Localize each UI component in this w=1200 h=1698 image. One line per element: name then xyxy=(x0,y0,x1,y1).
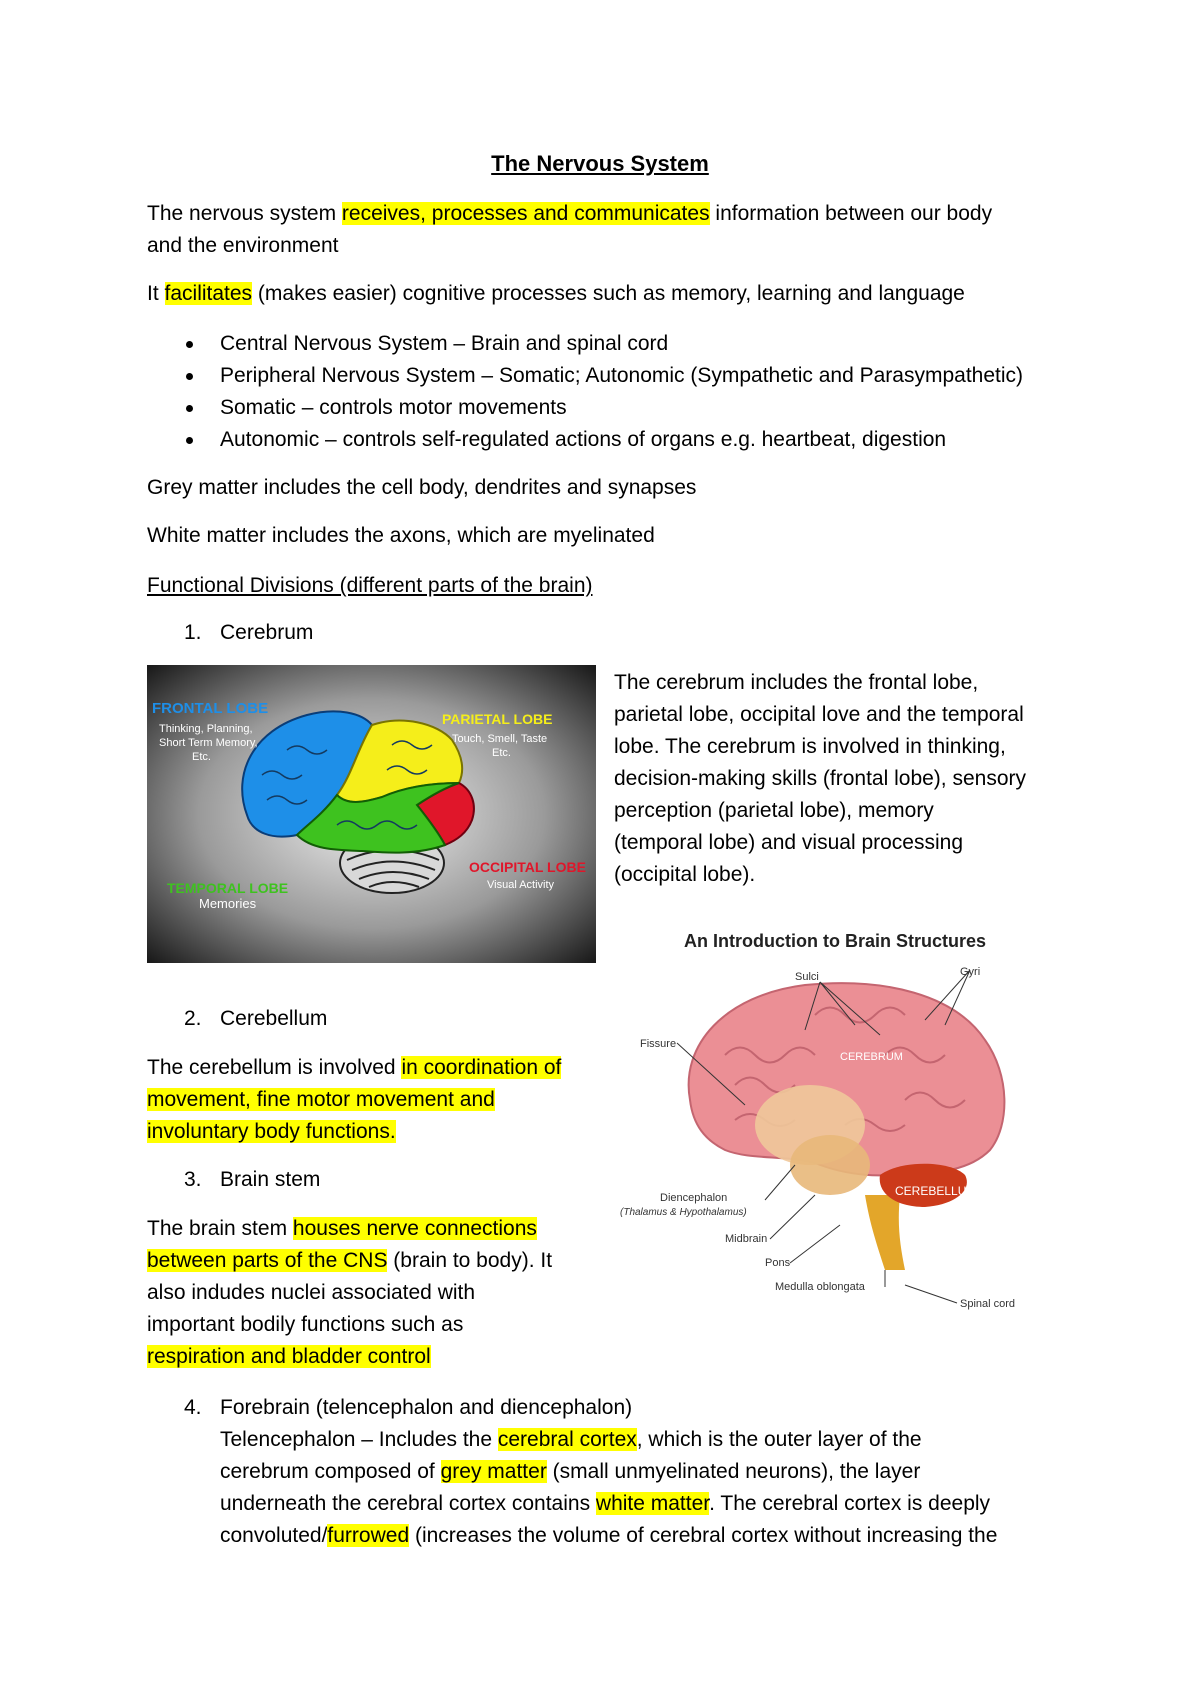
brain-structures-illustration xyxy=(615,925,1065,1320)
text: It xyxy=(147,282,165,305)
forebrain-text-line xyxy=(220,1488,990,1520)
cerebrum-text-line: perception (parietal lobe), memory xyxy=(614,799,934,822)
bullet-dot xyxy=(186,405,193,412)
fissure-label: Fissure xyxy=(640,1038,677,1050)
bullet-dot xyxy=(186,341,193,348)
brainstem-text-line xyxy=(147,1213,537,1245)
highlight: in coordination of xyxy=(401,1056,562,1079)
brain-structures-figure xyxy=(615,925,1065,1320)
list-number: 1. xyxy=(184,621,202,644)
text: (brain to body). It xyxy=(387,1249,553,1272)
frontal-desc: Short Term Memory, xyxy=(159,737,258,749)
gyri-label: Gyri xyxy=(960,966,981,978)
highlight: cerebral cortex xyxy=(497,1428,637,1451)
text: cerebrum composed of xyxy=(220,1460,441,1483)
intro-text: information between our body xyxy=(709,202,993,225)
intro-text: The nervous system xyxy=(147,202,342,225)
cerebrum-text-line: (occipital lobe). xyxy=(614,863,756,886)
cerebellum-text-line xyxy=(147,1116,396,1148)
brain-lobes-figure xyxy=(147,665,596,963)
list-number: 3. xyxy=(184,1168,202,1191)
frontal-desc: Thinking, Planning, xyxy=(159,723,253,735)
forebrain-text-line xyxy=(220,1456,920,1488)
list-number: 4. xyxy=(184,1396,202,1419)
brainstem-text-line: also indudes nuclei associated with xyxy=(147,1281,476,1304)
forebrain-text-line xyxy=(220,1424,922,1456)
highlight: grey matter xyxy=(440,1460,547,1483)
text: (small unmyelinated neurons), the layer xyxy=(546,1460,921,1483)
cerebrum-label: CEREBRUM xyxy=(840,1051,903,1063)
bullet-dot xyxy=(186,437,193,444)
cerebrum-text-line: decision-making skills (frontal lobe), sensory xyxy=(614,767,1026,790)
cerebrum-text-line: The cerebrum includes the frontal lobe, xyxy=(614,671,979,694)
cerebrum-text-line: parietal lobe, occipital love and the temporal xyxy=(614,703,1024,726)
bullet-item: Central Nervous System – Brain and spinal cord xyxy=(220,332,669,355)
section-label-forebrain: Forebrain (telencephalon and diencephalon) xyxy=(220,1396,633,1419)
brainstem-text-line xyxy=(147,1245,552,1277)
highlight: houses nerve connections xyxy=(292,1217,537,1240)
occipital-lobe-label: OCCIPITAL LOBE xyxy=(469,859,586,875)
bullet-item: Peripheral Nervous System – Somatic; Autonomic (Sympathetic and Parasympathetic) xyxy=(220,364,1024,387)
list-number: 2. xyxy=(184,1007,202,1030)
bullet-item: Autonomic – controls self-regulated actions of organs e.g. heartbeat, digestion xyxy=(220,428,947,451)
section-label-cerebrum: Cerebrum xyxy=(220,621,314,644)
text: (makes easier) cognitive processes such as memory, learning and language xyxy=(252,282,965,305)
text: underneath the cerebral cortex contains xyxy=(220,1492,596,1515)
highlight: white matter xyxy=(595,1492,710,1515)
cerebrum-text-line: lobe. The cerebrum is involved in thinking, xyxy=(614,735,1006,758)
brainstem-text-line xyxy=(147,1341,431,1373)
text: The brain stem xyxy=(147,1217,293,1240)
spinal-cord-label: Spinal cord xyxy=(960,1298,1016,1310)
highlight: furrowed xyxy=(327,1524,410,1547)
frontal-lobe-label: FRONTAL LOBE xyxy=(152,700,269,717)
parietal-desc: Touch, Smell, Taste xyxy=(452,733,548,745)
facilitates-paragraph xyxy=(147,278,965,310)
white-matter-text: White matter includes the axons, which are myelinated xyxy=(147,524,655,547)
text: (increases the volume of cerebral cortex without increasing the xyxy=(409,1524,998,1547)
text: . The cerebral cortex is deeply xyxy=(709,1492,991,1515)
intro-paragraph-line2: and the environment xyxy=(147,234,339,257)
grey-matter-text: Grey matter includes the cell body, dendrites and synapses xyxy=(147,476,697,499)
text: The cerebellum is involved xyxy=(147,1056,402,1079)
brain-lobes-illustration xyxy=(147,665,596,963)
section-label-cerebellum: Cerebellum xyxy=(220,1007,328,1030)
midbrain-label: Midbrain xyxy=(725,1233,768,1245)
frontal-desc: Etc. xyxy=(192,751,211,763)
text: , which is the outer layer of the xyxy=(636,1428,922,1451)
highlight: involuntary body functions. xyxy=(147,1120,396,1143)
text: Telencephalon – Includes the xyxy=(220,1428,498,1451)
temporal-lobe-label: TEMPORAL LOBE xyxy=(167,880,289,896)
cerebrum-text-line: (temporal lobe) and visual processing xyxy=(614,831,964,854)
brainstem-text-line: important bodily functions such as xyxy=(147,1313,464,1336)
diencephalon-sublabel: (Thalamus & Hypothalamus) xyxy=(620,1207,747,1218)
cerebellum-label: CEREBELLUM xyxy=(895,1184,977,1198)
occipital-desc: Visual Activity xyxy=(487,879,555,891)
parietal-lobe-label: PARIETAL LOBE xyxy=(442,711,553,727)
forebrain-text-line xyxy=(220,1520,997,1552)
section-label-brain-stem: Brain stem xyxy=(220,1168,321,1191)
sulci-label: Sulci xyxy=(795,971,819,983)
cerebellum-text-line xyxy=(147,1084,495,1116)
highlight: movement, fine motor movement and xyxy=(147,1088,495,1111)
pons-label: Pons xyxy=(765,1257,791,1269)
structures-title: An Introduction to Brain Structures xyxy=(683,931,987,951)
bullet-item: Somatic – controls motor movements xyxy=(220,396,567,419)
intro-paragraph-line1 xyxy=(147,198,992,230)
text: convoluted/ xyxy=(220,1524,328,1547)
highlight: respiration and bladder control xyxy=(147,1345,431,1368)
diencephalon-label: Diencephalon xyxy=(660,1192,728,1204)
cerebellum-text-line xyxy=(147,1052,561,1084)
highlight: between parts of the CNS xyxy=(147,1249,388,1272)
medulla-label: Medulla oblongata xyxy=(775,1281,865,1293)
bullet-dot xyxy=(186,373,193,380)
highlight: facilitates xyxy=(164,282,253,305)
parietal-desc: Etc. xyxy=(492,747,511,759)
functional-divisions-heading: Functional Divisions (different parts of the brain) xyxy=(147,574,593,597)
temporal-desc: Memories xyxy=(199,896,257,911)
highlight: receives, processes and communicates xyxy=(341,202,710,225)
page-title: The Nervous System xyxy=(491,151,709,176)
